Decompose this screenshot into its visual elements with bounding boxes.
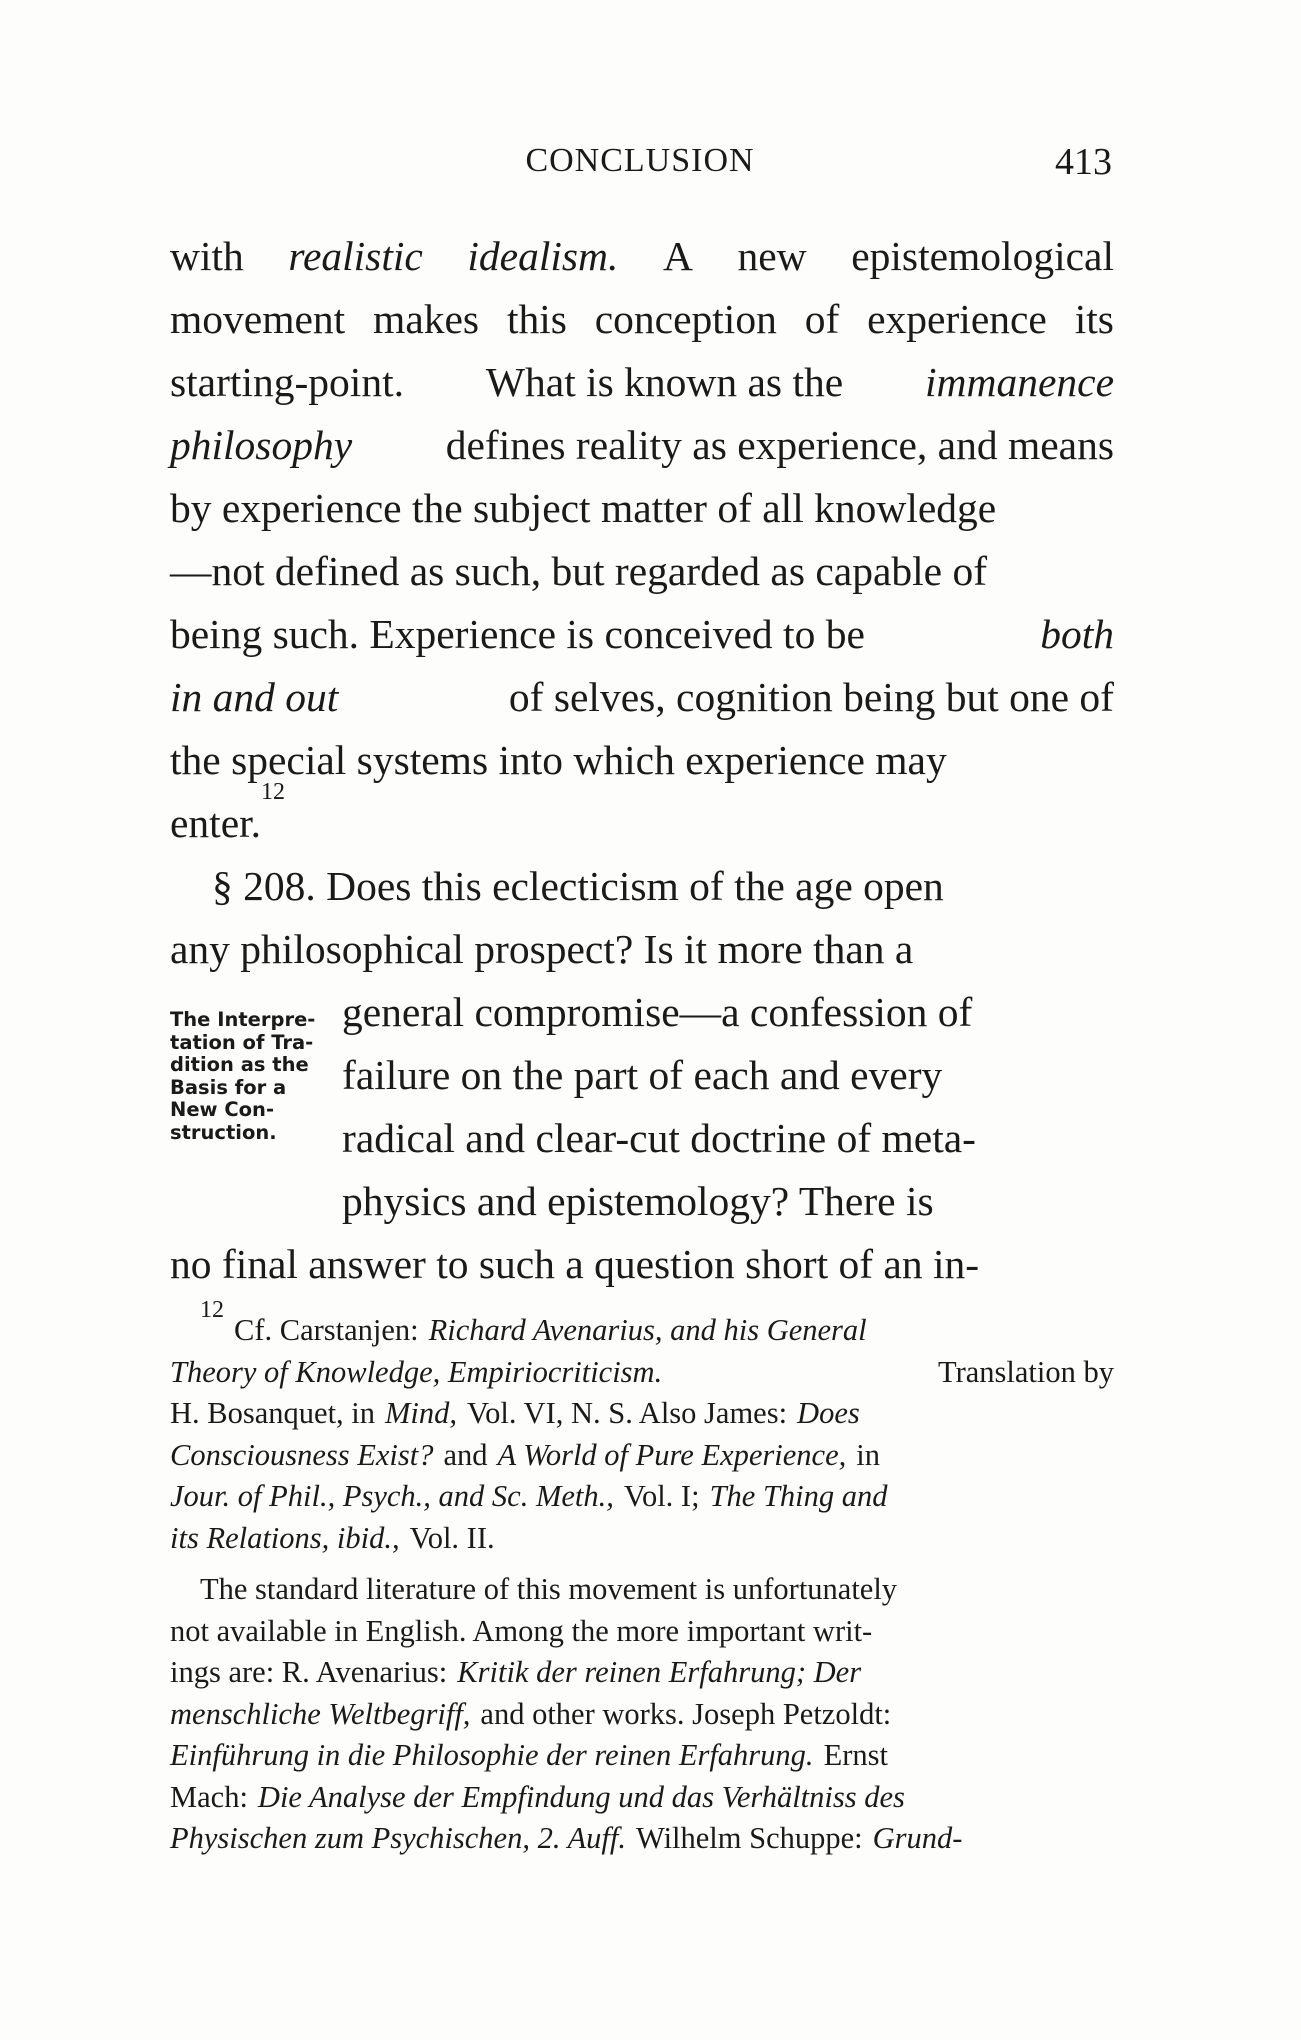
text-line: by experience the subject matter of all knowledge	[170, 485, 997, 531]
text-line: with realistic idealism. A new epistemological	[170, 233, 1114, 279]
section-line: § 208. Does this eclecticism of the age open	[212, 863, 944, 909]
footnote-line: Mach: Die Analyse der Empfindung und das Verhältniss des	[170, 1779, 905, 1814]
note-block	[170, 981, 1114, 1233]
note-side-text	[342, 981, 1114, 1233]
footnote-line: Jour. of Phil., Psych., and Sc. Meth., Vol. I; The Thing and	[170, 1479, 888, 1513]
footnote-line: Physischen zum Psychischen, 2. Auff. Wilhelm Schuppe: Grund-	[170, 1821, 963, 1855]
footnote-line: Einführung in die Philosophie der reinen Erfahrung. Ernst	[170, 1738, 888, 1772]
text-line: no final answer to such a question short of an in-	[170, 1241, 980, 1287]
text-line: —not defined as such, but regarded as capable of	[170, 548, 988, 594]
text-line: failure on the part of each and every	[342, 1052, 943, 1098]
margin-note: The Interpre- tation of Tra- dition as the Basis for a New Con- struction.	[170, 1008, 316, 1144]
text-line: general compromise—a confession of	[342, 989, 973, 1035]
footnote-ref: 12	[261, 779, 286, 805]
footnote-line: 12 Cf. Carstanjen: Richard Avenarius, and his General	[170, 1310, 1114, 1352]
text-line: movement makes this conception of experience its	[170, 296, 1114, 342]
text-line: the special systems into which experience may	[170, 737, 947, 783]
footnote-line: Theory of Knowledge, Empiriocriticism. Translation by	[170, 1354, 1114, 1389]
text-line: physics and epistemology? There is	[342, 1178, 934, 1224]
text-line: starting-point. What is known as the immanence	[170, 359, 1114, 405]
text-line: radical and clear-cut doctrine of meta-	[342, 1115, 976, 1161]
footnote-line: The standard literature of this movement is unfortunately	[200, 1572, 898, 1606]
footnote-number: 12	[200, 1297, 224, 1323]
footnotes	[170, 1297, 1114, 1860]
footnote-line: ings are: R. Avenarius: Kritik der reinen Erfahrung; Der	[170, 1655, 862, 1689]
page-number: 413	[1055, 141, 1112, 183]
page-header	[168, 142, 1112, 192]
running-head: CONCLUSION	[525, 142, 755, 179]
footnote-line: not available in English. Among the more important writ-	[170, 1613, 873, 1648]
text-line: enter. 12	[170, 792, 1114, 855]
text-line: philosophy defines reality as experience, and means	[170, 422, 1114, 468]
footnote-line: Consciousness Exist? and A World of Pure Experience, in	[170, 1437, 880, 1472]
footnote-line: H. Bosanquet, in Mind, Vol. VI, N. S. Also James: Does	[170, 1396, 860, 1430]
text-line: in and out of selves, cognition being but one of	[170, 674, 1114, 720]
footnote-line: its Relations, ibid., Vol. II.	[170, 1520, 495, 1555]
text-line: being such. Experience is conceived to be both	[170, 611, 1114, 657]
footnote-line: menschliche Weltbegriff, and other works. Joseph Petzoldt:	[170, 1696, 892, 1731]
main-text	[170, 225, 1114, 1296]
text-line: any philosophical prospect? Is it more than a	[170, 926, 914, 972]
